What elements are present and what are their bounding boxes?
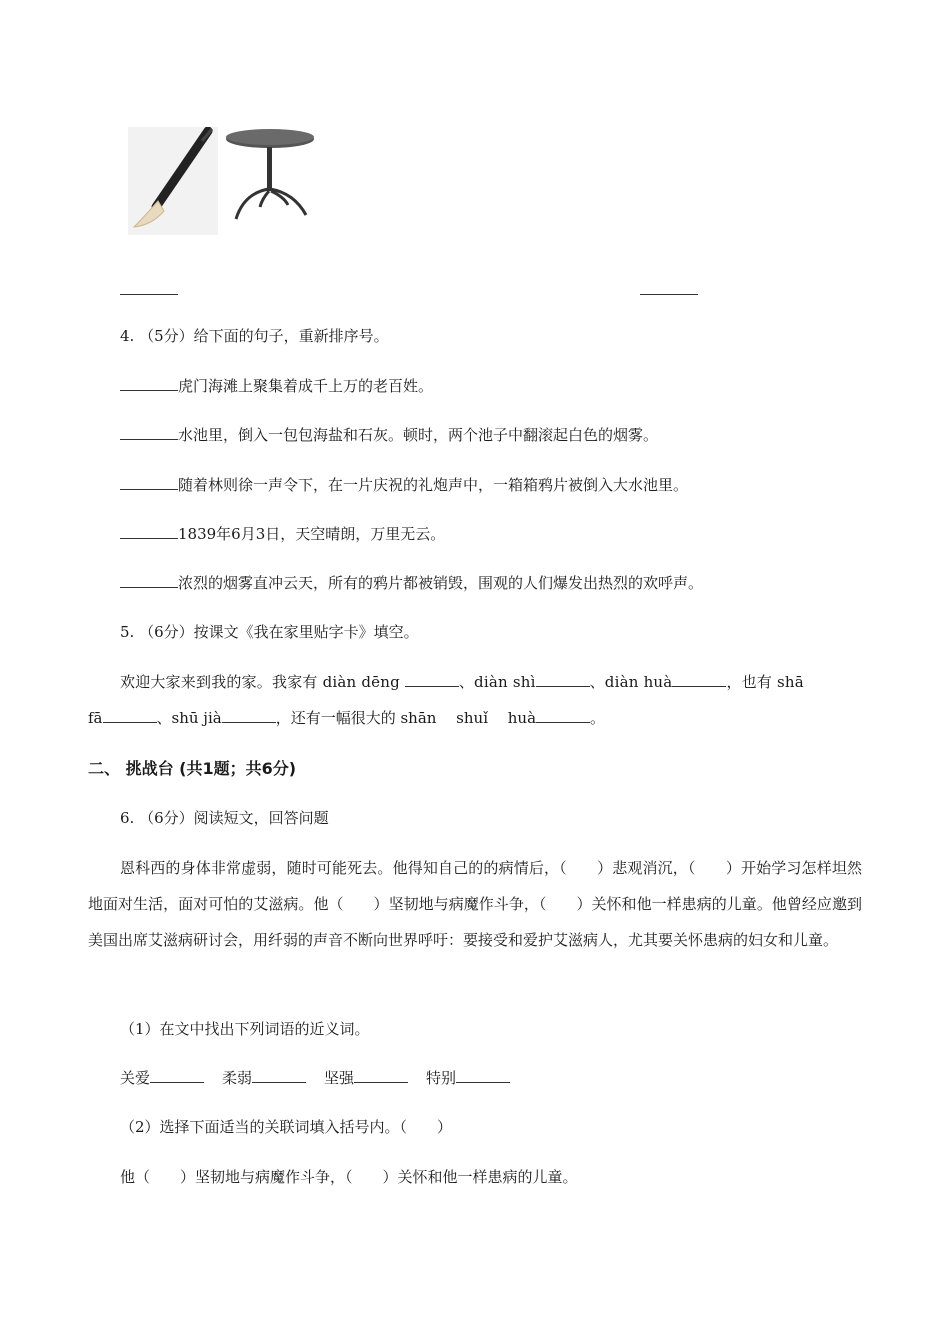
- q4-item-5: [120, 572, 703, 593]
- q4-item-text: 1839年6月3日，天空晴朗，万里无云。: [178, 525, 446, 543]
- q5-header: 5. （6分）按课文《我在家里贴字卡》填空。: [120, 623, 419, 641]
- q5-text: 。: [590, 709, 606, 727]
- q4-item-2: [120, 424, 658, 445]
- order-blank[interactable]: [120, 376, 178, 391]
- q5-text: 、diàn huà: [589, 673, 673, 691]
- fill-blank[interactable]: [672, 672, 726, 687]
- q5-line-1: [120, 671, 804, 692]
- word-blank[interactable]: [354, 1068, 408, 1083]
- q4-item-4: [120, 523, 445, 544]
- brush-image: [128, 127, 218, 235]
- fill-blank[interactable]: [405, 672, 459, 687]
- answer-blank-left[interactable]: [120, 280, 178, 295]
- order-blank[interactable]: [120, 425, 178, 440]
- q5-text: 欢迎大家来到我的家。我家有 diàn dēng: [120, 673, 405, 691]
- q6-passage-text: 恩科西的身体非常虚弱，随时可能死去。他得知自己的的病情后，（ ）悲观消沉，（ ）开始学习怎样坦然地面对生活，面对可怕的艾滋病。他（ ）坚韧地与病魔作斗争，（ ）关怀和他一样患病的儿童。他曾经应邀到美国出席艾滋病研讨会，用纤弱的声音不断向世界呼吁：要接受和爱护艾滋病人，尤其要关怀患病的妇女和儿童。: [88, 859, 862, 949]
- q4-item-3: [120, 474, 688, 495]
- q6-words-row: [120, 1067, 510, 1088]
- section-title: 二、 挑战台 (共1题；共6分): [88, 759, 297, 778]
- q5-line-2: [88, 707, 605, 728]
- fill-blank[interactable]: [222, 708, 276, 723]
- q6-sentence: 他（ ）坚韧地与病魔作斗争，（ ）关怀和他一样患病的儿童。: [120, 1168, 578, 1186]
- word-blank[interactable]: [252, 1068, 306, 1083]
- fill-blank[interactable]: [103, 708, 157, 723]
- word-label: 特别: [426, 1069, 457, 1087]
- q4-header: 4. （5分）给下面的句子，重新排序号。: [120, 327, 389, 345]
- answer-blank-right[interactable]: [640, 280, 698, 295]
- fill-blank[interactable]: [536, 672, 590, 687]
- order-blank[interactable]: [120, 573, 178, 588]
- q5-text: ，还有一幅很大的 shān shuǐ huà: [275, 709, 537, 727]
- fill-blank[interactable]: [536, 708, 590, 723]
- q6-header: 6. （6分）阅读短文，回答问题: [120, 809, 329, 827]
- q5-text: 、shū jià: [156, 709, 222, 727]
- order-blank[interactable]: [120, 475, 178, 490]
- word-blank[interactable]: [456, 1068, 510, 1083]
- q4-item-text: 虎门海滩上聚集着成千上万的老百姓。: [178, 377, 434, 395]
- q5-text: 、diàn shì: [458, 673, 536, 691]
- word-label: 坚强: [324, 1069, 355, 1087]
- q6-passage: [88, 850, 862, 958]
- table-image: [224, 127, 324, 227]
- q5-text: fā: [88, 709, 103, 727]
- order-blank[interactable]: [120, 524, 178, 539]
- q4-item-text: 浓烈的烟雾直冲云天，所有的鸦片都被销毁，围观的人们爆发出热烈的欢呼声。: [178, 574, 704, 592]
- word-blank[interactable]: [150, 1068, 204, 1083]
- word-label: 柔弱: [222, 1069, 253, 1087]
- q4-item-text: 随着林则徐一声令下，在一片庆祝的礼炮声中，一箱箱鸦片被倒入大水池里。: [178, 476, 689, 494]
- q4-item-text: 水池里，倒入一包包海盐和石灰。顿时，两个池子中翻滚起白色的烟雾。: [178, 426, 659, 444]
- q6-sub2: （2）选择下面适当的关联词填入括号内。（ ）: [120, 1118, 453, 1136]
- q4-item-1: [120, 375, 433, 396]
- q5-text: ，也有 shā: [726, 673, 804, 691]
- word-label: 关爱: [120, 1069, 151, 1087]
- q6-sub1: （1）在文中找出下列词语的近义词。: [120, 1020, 370, 1038]
